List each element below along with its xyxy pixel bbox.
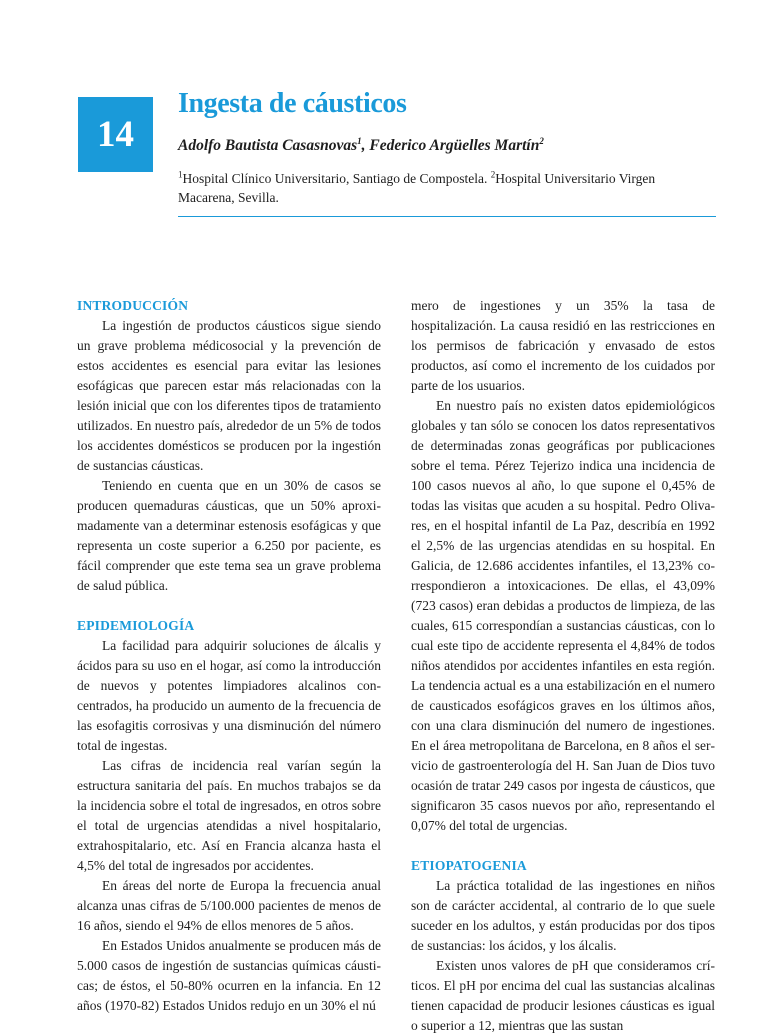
section-heading-epidemiologia: EPIDEMIOLOGÍA (77, 618, 195, 633)
paragraph: Teniendo en cuenta que en un 30% de casos se producen quemaduras cáusticas, que un 50% aproximadamente van a determinar estenosis esofágicas y que representa un coste superior a 6.250 por paciente, es fácil comprender que este tema sea un grave problema de salud pública. (77, 478, 381, 593)
paragraph-continued: mero de ingestiones y un 35% la tasa de hospitalización. La causa residió en las restricciones en los permisos de fabricación y envasado de estos productos, así como el incremento de los cuidados por parte de los usuarios. (411, 298, 715, 393)
chapter-number-badge (78, 97, 153, 172)
affil-1-mark: 1 (178, 169, 183, 180)
author-1-mark: 1 (357, 135, 362, 146)
paragraph: Existen unos valores de pH que consideramos críticos. El pH por encima del cual las sustancias alcalinas tienen capacidad de producir lesiones cáusticas es igual o superior a 12, mientras que las sustan (411, 958, 715, 1033)
right-column (411, 296, 715, 1036)
paragraph: La facilidad para adquirir soluciones de álcalis y ácidos para su uso en el hogar, así como la introducción de nuevos y potentes limpiadores alcalinos concentrados, ha producido un aumento de la frecuencia de las esofagitis corrosivas y una disminución del número total de ingestas. (77, 638, 381, 753)
paragraph: En áreas del norte de Europa la frecuencia anual alcanza unas cifras de 5/100.000 pacientes de menos de 16 años, siendo el 94% de ellos menores de 5 años. (77, 878, 381, 933)
header-divider (178, 216, 716, 217)
paragraph: En Estados Unidos anualmente se producen más de 5.000 casos de ingestión de sustancias químicas cáusticas; de éstos, el 50-80% ocurren en la infancia. En 12 años (1970-82) Estados Unidos redujo en un 30% el nú (77, 938, 381, 1013)
paragraph: En nuestro país no existen datos epidemiológicos globales y tan sólo se conocen los datos representativos de determinadas zonas geográficas por publicaciones sobre el tema. Pérez Tejerizo indica una incidencia de 100 casos nuevos al año, lo que supone el 0,45% de todas las visitas que acuden a su hospital. Pedro Olivares, en el hospital infantil de La Paz, describía en 1992 el 2,5% de las urgencias atendidas en su hospital. En Galicia, de 12.686 accidentes infantiles, el 13,23% correspondieron a intoxicaciones. De ellas, el 43,09% (723 casos) eran debidas a productos de limpieza, de las cuales, 615 correspondían a sustancias cáusticas, con lo cual este tipo de accidente representa el 4,84% de todos niños atendidos por accidentes infantiles en esta región. La tendencia actual es a una estabilización en el numero de causticados esofágicos graves en los últimos años, con una clara disminución del numero de ingestiones. En el área metropolitana de Barcelona, en 8 años el servicio de gastroenterología del H. San Juan de Dios tuvo ocasión de tratar 249 casos por ingesta de cáusticos, que significaron 35 casos nuevos por año, representando el 0,07% del total de urgencias. (411, 398, 715, 833)
affiliation-2: Hospital Universitario Virgen Macarena, Sevilla. (178, 171, 656, 205)
chapter-number: 14 (97, 114, 134, 155)
left-column (77, 296, 381, 1016)
author-2-mark: 2 (539, 135, 544, 146)
paragraph: La práctica totalidad de las ingestiones en niños son de carácter accidental, al contrario de lo que suele suceder en los adultos, y están producidas por dos tipos de sustancias: los ácidos, y los álcalis. (411, 878, 715, 953)
affiliation-1: Hospital Clínico Universitario, Santiago de Compostela. (182, 171, 491, 186)
paragraph: Las cifras de incidencia real varían según la estructura sanitaria del país. En muchos trabajos se da la incidencia sobre el total de ingresados, en otros sobre el total de urgencias atendidas a nivel hospitalario, extrahospitalario, etc. Así en Francia alcanza hasta el 4,5% del total de ingresados por accidentes. (77, 758, 381, 873)
author-2: Federico Argüelles Martín (369, 137, 540, 154)
author-1: Adolfo Bautista Casasnovas (178, 137, 358, 154)
affil-2-mark: 2 (490, 169, 496, 180)
paragraph: La ingestión de productos cáusticos sigue siendo un grave problema médicosocial y la prevención de estos accidentes es esencial para evitar las lesiones esofágicas que parecen estar más relacionadas con la lesión inicial que con los diferentes tipos de tratamiento utilizados. En nuestro país, alrededor de un 5% de todos los accidentes domésticos se producen por la ingestión de sustancias cáusticas. (77, 318, 381, 473)
authors-line: Adolfo Bautista Casasnovas$^1$, Federico Argüelles Martín$^2$ (178, 135, 544, 154)
section-heading-etiopatogenia: ETIOPATOGENIA (411, 858, 527, 873)
section-heading-introduccion: INTRODUCCIÓN (77, 298, 189, 313)
affiliations (178, 169, 708, 207)
chapter-title: Ingesta de cáusticos (178, 88, 407, 119)
